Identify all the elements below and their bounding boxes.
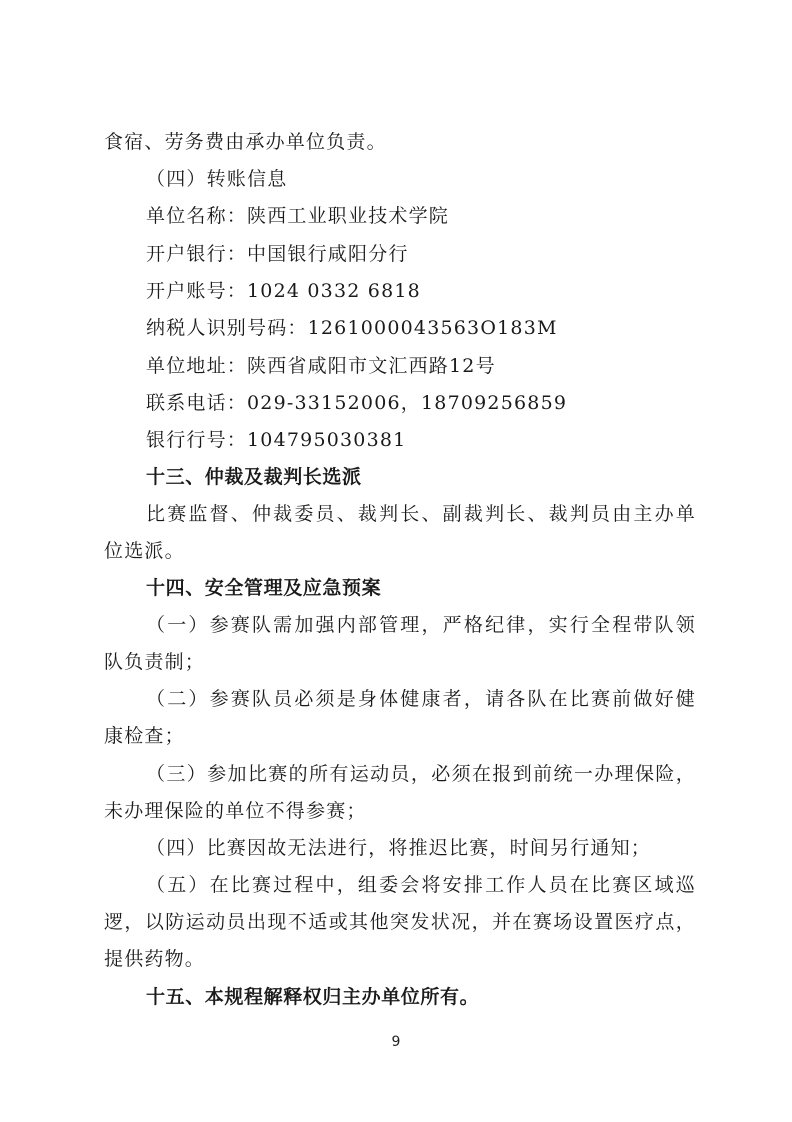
section-heading-interpretation: 十五、本规程解释权归主办单位所有。: [146, 986, 480, 1008]
contact-phone-line: 联系电话：029-33152006，18709256859: [146, 392, 568, 414]
section-heading-safety: 十四、安全管理及应急预案: [146, 577, 382, 599]
paragraph-line-safety-5c: 提供药物。: [104, 948, 206, 970]
paragraph-line-safety-3b: 未办理保险的单位不得参赛；: [104, 800, 367, 822]
paragraph-line-safety-1b: 队负责制；: [104, 651, 206, 673]
paragraph-line-safety-1a: （一）参赛队需加强内部管理，严格纪律，实行全程带队领: [146, 614, 696, 636]
paragraph-line-safety-5a: （五）在比赛过程中，组委会将安排工作人员在比赛区域巡: [146, 874, 696, 896]
unit-name-line: 单位名称：陕西工业职业技术学院: [146, 205, 450, 227]
paragraph-line-arbitration-1: 比赛监督、仲裁委员、裁判长、副裁判长、裁判员由主办单: [146, 503, 696, 525]
subsection-heading-transfer-info: （四）转账信息: [146, 168, 288, 190]
bank-name-line: 开户银行：中国银行咸阳分行: [146, 243, 409, 265]
paragraph-line-safety-2a: （二）参赛队员必须是身体健康者，请各队在比赛前做好健: [146, 688, 696, 710]
paragraph-line-arbitration-2: 位选派。: [104, 540, 185, 562]
account-number-line: 开户账号：1024 0332 6818: [146, 280, 421, 302]
paragraph-line-safety-3a: （三）参加比赛的所有运动员，必须在报到前统一办理保险，: [146, 763, 696, 785]
paragraph-line-cost-responsibility: 食宿、劳务费由承办单位负责。: [104, 131, 387, 153]
unit-address-line: 单位地址：陕西省咸阳市文汇西路12号: [146, 355, 496, 377]
tax-id-line: 纳税人识别号码：1261000043563O183M: [146, 317, 558, 339]
page-number: 9: [391, 1034, 401, 1050]
paragraph-line-safety-2b: 康检查；: [104, 725, 185, 747]
bank-code-line: 银行行号：104795030381: [146, 429, 407, 451]
paragraph-line-safety-4: （四）比赛因故无法进行，将推迟比赛，时间另行通知；: [146, 837, 652, 859]
paragraph-line-safety-5b: 逻，以防运动员出现不适或其他突发状况，并在赛场设置医疗点，: [104, 911, 696, 933]
section-heading-arbitration: 十三、仲裁及裁判长选派: [146, 466, 362, 488]
